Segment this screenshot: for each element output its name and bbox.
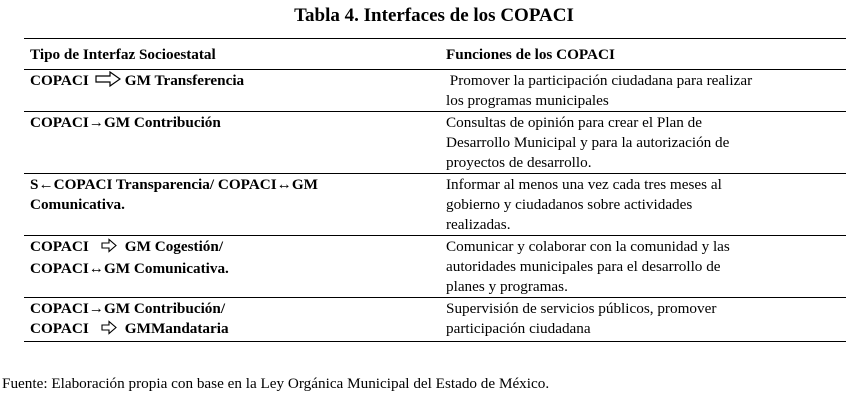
cell-funciones [440,112,846,174]
funciones-line: Supervisión de servicios públicos, promover [446,300,717,317]
cell-tipo [24,112,440,174]
tipo-text: Comunicativa. [30,196,125,213]
table-title: Tabla 4. Interfaces de los COPACI [294,5,574,26]
right-arrow-icon [99,238,119,259]
funciones-line: Desarrollo Municipal y para la autorización de [446,134,730,151]
source-note: Fuente: Elaboración propia con base en la Ley Orgánica Municipal del Estado de México. [2,375,550,392]
tipo-text: COPACI→GM Contribución [30,114,221,131]
funciones-line: planes y programas. [446,278,568,295]
funciones-line: Comunicar y colaborar con la comunidad y las [446,238,730,255]
table-row [24,70,846,112]
column-header-tipo: Tipo de Interfaz Socioestatal [24,39,440,70]
funciones-line: gobierno y ciudadanos sobre actividades [446,196,693,213]
tipo-text: COPACI [30,238,89,255]
tipo-text: COPACI [30,320,89,337]
tipo-text: GM Transferencia [124,72,245,89]
cell-tipo [24,174,440,236]
tipo-text: COPACI [30,72,89,89]
cell-tipo [24,70,440,112]
interfaces-table [24,38,846,342]
tipo-line [30,237,436,259]
cell-funciones [440,236,846,298]
table-row [24,112,846,174]
funciones-line: Consultas de opinión para crear el Plan de [446,114,702,131]
tipo-text: COPACI↔GM Comunicativa. [30,260,229,277]
tipo-line [30,71,436,93]
tipo-line [30,175,436,195]
funciones-line: Informar al menos una vez cada tres meses al [446,176,722,193]
cell-funciones [440,70,846,112]
tipo-text: Mandataria [150,320,229,337]
tipo-text: GM Cogestión/ [124,238,224,255]
funciones-line: participación ciudadana [446,320,591,337]
table-row [24,236,846,298]
tipo-line [30,113,436,133]
cell-tipo [24,236,440,298]
funciones-line: Promover la participación ciudadana para realizar [446,72,753,89]
cell-funciones [440,174,846,236]
right-arrow-icon [99,320,119,341]
column-header-funciones: Funciones de los COPACI [440,39,846,70]
table-row [24,174,846,236]
tipo-line [30,195,436,215]
right-arrow-icon [95,71,121,93]
funciones-line: proyectos de desarrollo. [446,154,592,171]
table-row [24,298,846,342]
funciones-line: los programas municipales [446,92,609,109]
tipo-line [30,299,436,319]
cell-funciones [440,298,846,342]
tipo-line [30,319,436,341]
table-header-row [24,39,846,70]
funciones-line: autoridades municipales para el desarrollo de [446,258,721,275]
tipo-line [30,259,436,279]
tipo-text: GM [124,320,151,337]
tipo-text: COPACI→GM Contribución/ [30,300,226,317]
cell-tipo [24,298,440,342]
funciones-line: realizadas. [446,216,511,233]
tipo-text: S←COPACI Transparencia/ COPACI↔GM [30,176,319,193]
